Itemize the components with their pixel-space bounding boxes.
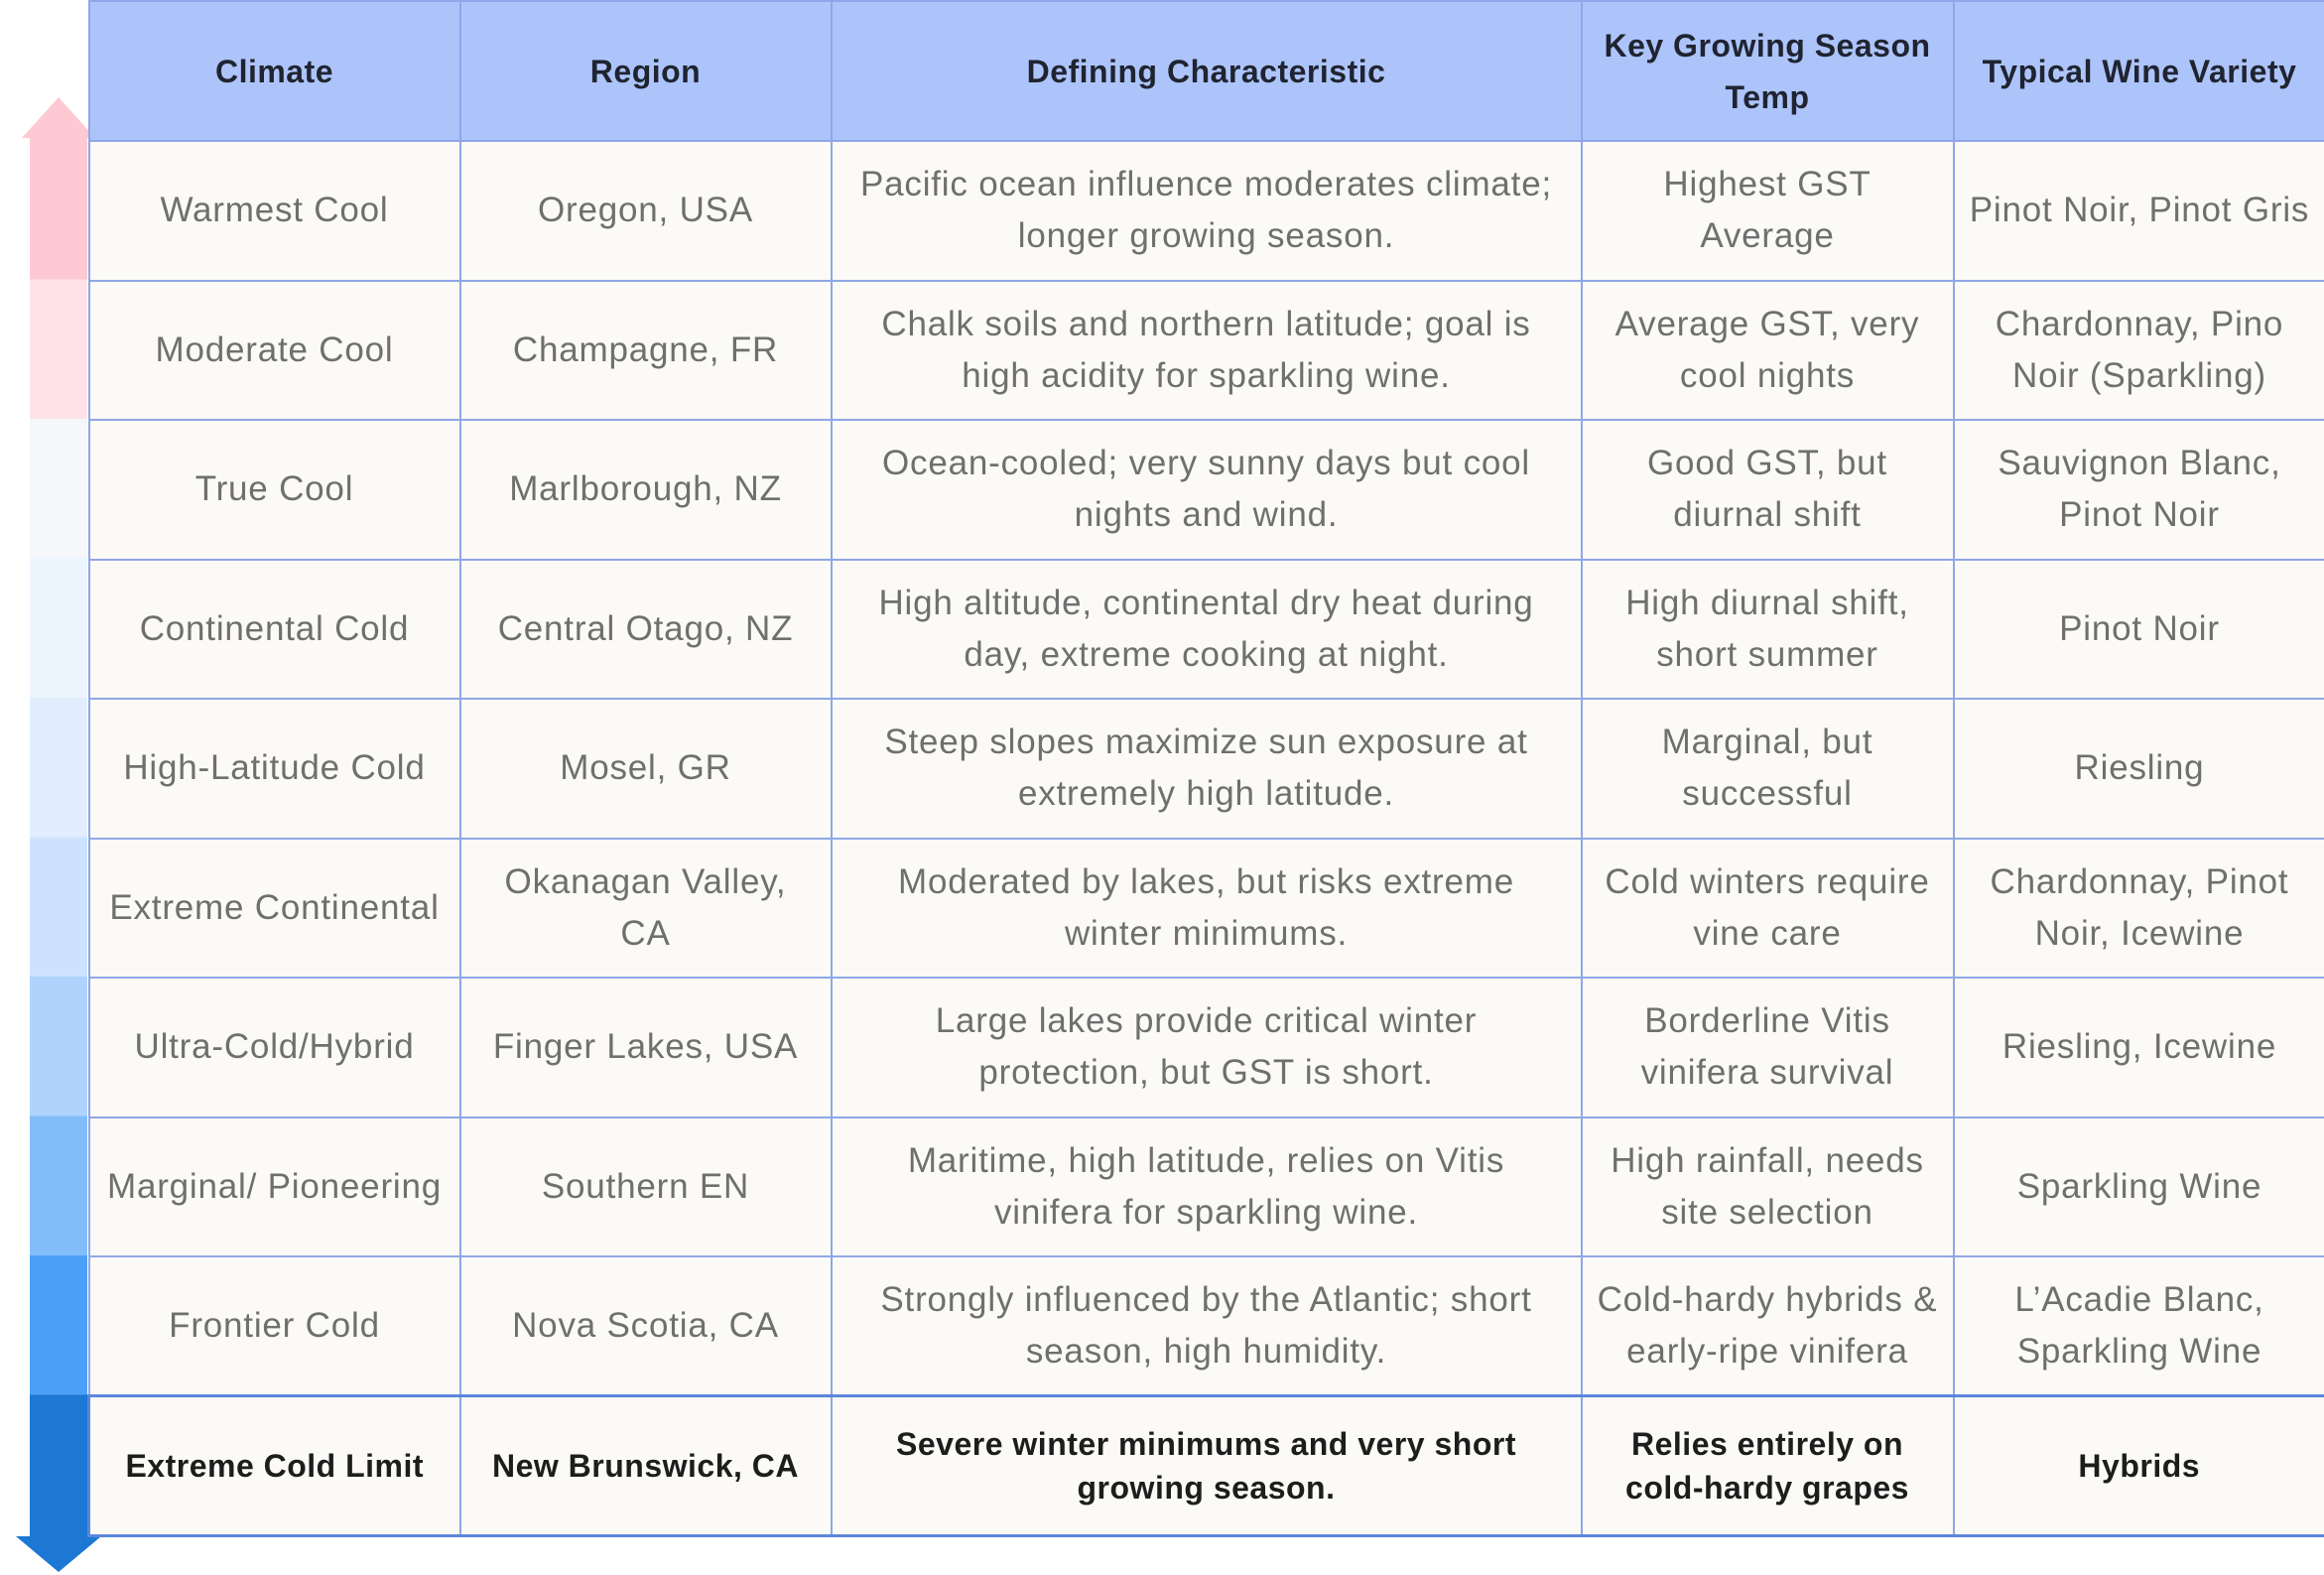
cell-key-growing-season-temp: Cold-hardy hybrids & early-ripe vinifera [1582, 1256, 1954, 1396]
cell-typical-wine-variety: Riesling, Icewine [1954, 978, 2324, 1117]
cell-defining-characteristic: Strongly influenced by the Atlantic; short season, high humidity. [832, 1256, 1582, 1396]
cell-typical-wine-variety: L’Acadie Blanc, Sparkling Wine [1954, 1256, 2324, 1396]
gradient-segment [30, 1116, 87, 1256]
cell-region: Marlborough, NZ [460, 420, 832, 560]
cell-key-growing-season-temp: Borderline Vitis vinifera survival [1582, 978, 1954, 1117]
gradient-segment [30, 698, 87, 838]
table-header [89, 1, 2324, 141]
cell-region: Okanagan Valley, CA [460, 839, 832, 979]
column-header-region: Region [460, 1, 832, 141]
gradient-segment [30, 140, 87, 280]
cell-key-growing-season-temp: High rainfall, needs site selection [1582, 1117, 1954, 1257]
cell-key-growing-season-temp: Highest GST Average [1582, 141, 1954, 281]
cell-typical-wine-variety: Hybrids [1954, 1396, 2324, 1536]
cell-climate: Frontier Cold [89, 1256, 460, 1396]
table-body [89, 141, 2324, 1535]
gradient-segment [30, 280, 87, 420]
table-row [89, 560, 2324, 700]
cell-defining-characteristic: Steep slopes maximize sun exposure at extremely high latitude. [832, 699, 1582, 839]
cell-climate: High-Latitude Cold [89, 699, 460, 839]
cell-region: Central Otago, NZ [460, 560, 832, 700]
cell-region: Champagne, FR [460, 281, 832, 421]
cell-region: Finger Lakes, USA [460, 978, 832, 1117]
table-row [89, 978, 2324, 1117]
column-header-typical-wine-variety: Typical Wine Variety [1954, 1, 2324, 141]
gradient-segment [30, 838, 87, 978]
table-row [89, 1396, 2324, 1536]
cell-region: Southern EN [460, 1117, 832, 1257]
table-row [89, 1117, 2324, 1257]
cell-climate: True Cool [89, 420, 460, 560]
table-row [89, 281, 2324, 421]
cell-defining-characteristic: Severe winter minimums and very short growing season. [832, 1396, 1582, 1536]
cell-typical-wine-variety: Chardonnay, Pinot Noir, Icewine [1954, 839, 2324, 979]
cell-region: Mosel, GR [460, 699, 832, 839]
cell-climate: Extreme Continental [89, 839, 460, 979]
table-row [89, 699, 2324, 839]
cell-key-growing-season-temp: Marginal, but successful [1582, 699, 1954, 839]
cell-climate: Continental Cold [89, 560, 460, 700]
cell-key-growing-season-temp: Cold winters require vine care [1582, 839, 1954, 979]
cell-region: Nova Scotia, CA [460, 1256, 832, 1396]
cell-defining-characteristic: High altitude, continental dry heat during day, extreme cooking at night. [832, 560, 1582, 700]
cell-key-growing-season-temp: High diurnal shift, short summer [1582, 560, 1954, 700]
gradient-segment [30, 1395, 87, 1535]
cell-climate: Ultra-Cold/Hybrid [89, 978, 460, 1117]
cell-typical-wine-variety: Sauvignon Blanc, Pinot Noir [1954, 420, 2324, 560]
table-row [89, 141, 2324, 281]
cell-region: New Brunswick, CA [460, 1396, 832, 1536]
cell-defining-characteristic: Ocean-cooled; very sunny days but cool nights and wind. [832, 420, 1582, 560]
header-row [89, 1, 2324, 141]
table-row [89, 839, 2324, 979]
gradient-segment [30, 1255, 87, 1395]
gradient-segment [30, 419, 87, 559]
cell-typical-wine-variety: Pinot Noir, Pinot Gris [1954, 141, 2324, 281]
arrowhead-down-icon [16, 1533, 101, 1572]
cell-defining-characteristic: Chalk soils and northern latitude; goal is high acidity for sparkling wine. [832, 281, 1582, 421]
cell-region: Oregon, USA [460, 141, 832, 281]
cell-climate: Moderate Cool [89, 281, 460, 421]
gradient-segment [30, 559, 87, 699]
cell-typical-wine-variety: Chardonnay, Pino Noir (Sparkling) [1954, 281, 2324, 421]
cell-key-growing-season-temp: Relies entirely on cold-hardy grapes [1582, 1396, 1954, 1536]
table-row [89, 1256, 2324, 1396]
cell-climate: Marginal/ Pioneering [89, 1117, 460, 1257]
column-header-defining-characteristic: Defining Characteristic [832, 1, 1582, 141]
cell-defining-characteristic: Pacific ocean influence moderates climate; longer growing season. [832, 141, 1582, 281]
cell-typical-wine-variety: Sparkling Wine [1954, 1117, 2324, 1257]
column-header-key-growing-season-temp: Key Growing Season Temp [1582, 1, 1954, 141]
cell-typical-wine-variety: Pinot Noir [1954, 560, 2324, 700]
cell-defining-characteristic: Large lakes provide critical winter protection, but GST is short. [832, 978, 1582, 1117]
cell-key-growing-season-temp: Average GST, very cool nights [1582, 281, 1954, 421]
arrowhead-up-icon [22, 97, 95, 140]
cell-climate: Extreme Cold Limit [89, 1396, 460, 1536]
cell-typical-wine-variety: Riesling [1954, 699, 2324, 839]
wine-climate-table [87, 0, 2324, 1537]
cell-key-growing-season-temp: Good GST, but diurnal shift [1582, 420, 1954, 560]
cell-defining-characteristic: Moderated by lakes, but risks extreme winter minimums. [832, 839, 1582, 979]
table-row [89, 420, 2324, 560]
cell-climate: Warmest Cool [89, 141, 460, 281]
gradient-segment [30, 977, 87, 1116]
column-header-climate: Climate [89, 1, 460, 141]
cell-defining-characteristic: Maritime, high latitude, relies on Vitis vinifera for sparkling wine. [832, 1117, 1582, 1257]
